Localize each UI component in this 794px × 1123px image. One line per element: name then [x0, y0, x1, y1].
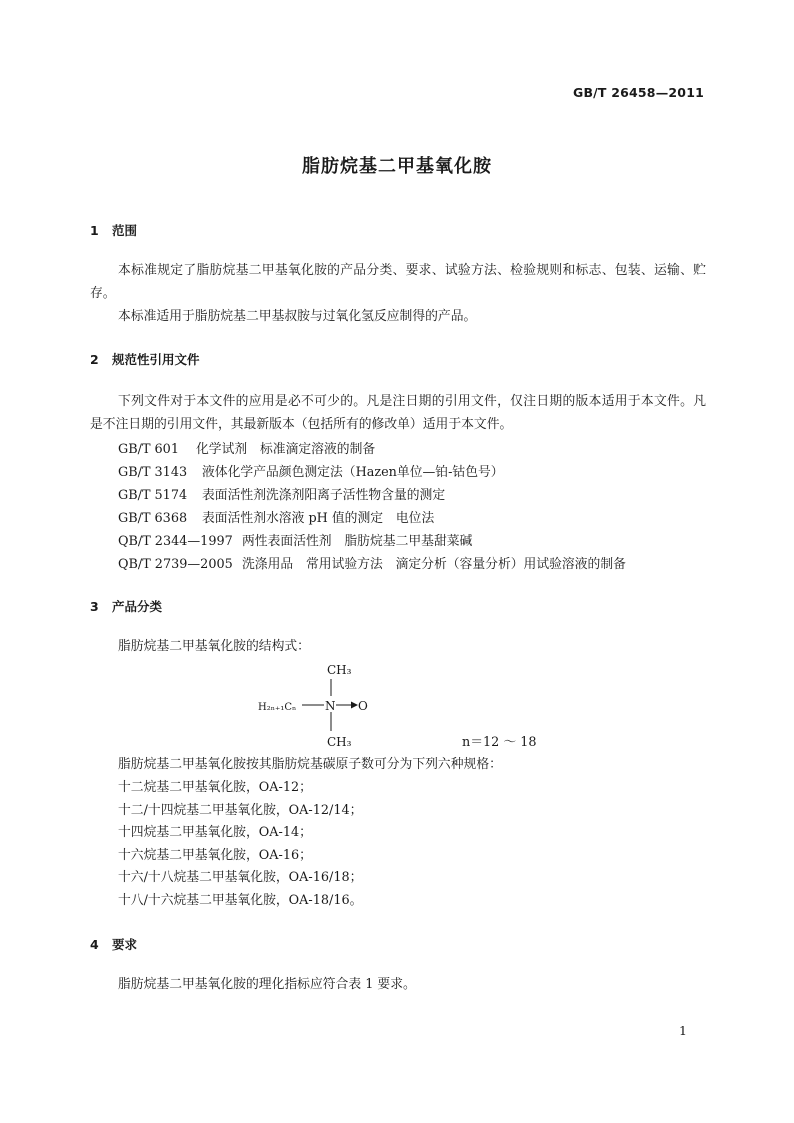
document-title: 脂肪烷基二甲基氧化胺 — [302, 156, 492, 177]
reference-title: 洗涤用品 常用试验方法 滴定分析（容量分析）用试验溶液的制备 — [242, 557, 626, 572]
section-number: 3 — [90, 599, 99, 614]
scope-paragraph-2: 本标准适用于脂肪烷基二甲基叔胺与过氧化氢反应制得的产品。 — [118, 309, 477, 324]
formula-alkyl-chain: H₂ₙ₊₁Cₙ — [258, 702, 297, 713]
scope-paragraph-1: 本标准规定了脂肪烷基二甲基氧化胺的产品分类、要求、试验方法、检验规则和标志、包装、运输、贮存。 — [90, 263, 706, 301]
reference-item — [118, 530, 472, 549]
reference-item — [118, 438, 375, 457]
formula-n-range: n＝12 ～ 18 — [462, 735, 537, 750]
grade-item: 十二/十四烷基二甲基氧化胺，OA-12/14； — [118, 803, 363, 818]
reference-code: QB/T 2344—1997 — [118, 534, 233, 549]
section-number: 1 — [90, 223, 99, 238]
section-4-heading — [90, 935, 137, 953]
formula-ch3-top: CH₃ — [327, 663, 352, 677]
grade-item: 十八/十六烷基二甲基氧化胺，OA-18/16。 — [118, 893, 363, 908]
reference-code: GB/T 6368 — [118, 511, 188, 526]
references-intro: 下列文件对于本文件的应用是必不可少的。凡是注日期的引用文件，仅注日期的版本适用于本文件。凡是不注日期的引用文件，其最新版本（包括所有的修改单）适用于本文件。 — [90, 394, 706, 432]
reference-title: 表面活性剂洗涤剂阳离子活性物含量的测定 — [202, 488, 446, 503]
section-title: 要求 — [112, 937, 138, 952]
reference-title: 两性表面活性剂 脂肪烷基二甲基甜菜碱 — [242, 534, 473, 549]
requirements-paragraph: 脂肪烷基二甲基氧化胺的理化指标应符合表 1 要求。 — [118, 977, 416, 992]
reference-item — [118, 484, 445, 503]
reference-code: QB/T 2739—2005 — [118, 557, 233, 572]
formula-ch3-bottom: CH₃ — [327, 735, 352, 749]
reference-title: 表面活性剂水溶液 pH 值的测定 电位法 — [202, 511, 435, 526]
reference-code: GB/T 5174 — [118, 488, 188, 503]
reference-item — [118, 507, 434, 526]
grade-item: 十六/十八烷基二甲基氧化胺，OA-16/18； — [118, 870, 363, 885]
reference-code: GB/T 601 — [118, 442, 179, 457]
section-number: 4 — [90, 937, 99, 952]
grade-item: 十四烷基二甲基氧化胺，OA-14； — [118, 825, 312, 840]
standard-code: GB/T 26458—2011 — [572, 85, 704, 100]
section-3-heading — [90, 597, 162, 615]
section-title: 产品分类 — [112, 599, 163, 614]
formula-oxygen: O — [358, 699, 368, 713]
formula-nitrogen: N — [325, 699, 336, 713]
section-number: 2 — [90, 352, 99, 367]
section-title: 规范性引用文件 — [112, 352, 200, 367]
reference-code: GB/T 3143 — [118, 465, 188, 480]
page-number: 1 — [679, 1023, 687, 1038]
reference-item — [118, 553, 626, 572]
reference-title: 液体化学产品颜色测定法（Hazen单位—铂-钴色号） — [202, 465, 504, 480]
section-title: 范围 — [112, 223, 138, 238]
formula-intro: 脂肪烷基二甲基氧化胺的结构式： — [118, 639, 310, 654]
grade-item: 十六烷基二甲基氧化胺，OA-16； — [118, 848, 312, 863]
section-2-heading — [90, 350, 200, 368]
reference-title: 化学试剂 标准滴定溶液的制备 — [196, 442, 376, 457]
section-1-heading — [90, 221, 137, 239]
formula-arrow-head — [351, 702, 358, 709]
classification-intro: 脂肪烷基二甲基氧化胺按其脂肪烷基碳原子数可分为下列六种规格： — [118, 757, 502, 772]
grade-item: 十二烷基二甲基氧化胺，OA-12； — [118, 780, 312, 795]
reference-item — [118, 461, 504, 480]
